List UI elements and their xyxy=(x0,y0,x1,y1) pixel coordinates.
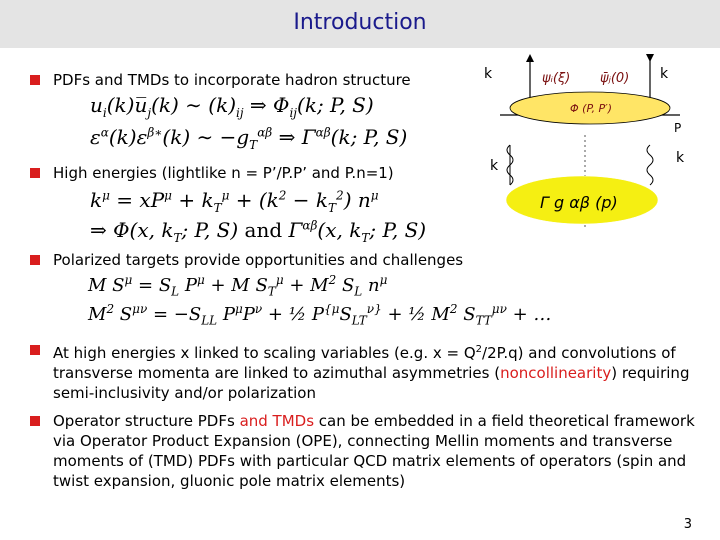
slide-title: Introduction xyxy=(293,10,427,35)
bullet-text xyxy=(53,411,703,491)
highlight-text: noncollinearity xyxy=(500,364,612,382)
bullet-text: Polarized targets provide opportunities and challenges xyxy=(53,251,464,269)
superscript: 2 xyxy=(475,344,483,355)
highlight-text: and TMDs xyxy=(239,412,315,430)
arrow-down-icon xyxy=(646,54,654,62)
bullet-text-part: can be embedded in a field theoretical framework via Operator Product Expansion (OPE), connecting Mellin moments and transverse moments of (TMD) PDFs with particular QCD matrix elements of operators (spin and twist expansion, gluonic pole matrix elements) xyxy=(53,412,695,490)
arrow-up-icon xyxy=(526,54,534,62)
psi-right-label: ψ̄ⱼ(0) xyxy=(600,71,630,86)
formula-spin-vector: M $S^\mu = S_L$ $P^\mu + M$ $S_T^\mu + M^2$ $S_L$ $n^\mu$ xyxy=(88,273,388,299)
p-label: P xyxy=(674,121,682,135)
formula-correlator: $u_i(k)u̅_j(k)$ ∼ $(k)_{ij}$ ⇒ $\Phi_{ij}(k$; P, S) xyxy=(90,93,374,120)
bullet-text-part: At high energies x linked to scaling variables (e.g. x = Q xyxy=(53,344,476,362)
bullet-marker xyxy=(30,255,40,265)
bullet-marker xyxy=(30,75,40,85)
bullet-text: High energies (lightlike n = P’/P.P’ and P.n=1) xyxy=(53,164,394,182)
k-label: k xyxy=(484,66,493,82)
psi-left-label: ψᵢ(ξ) xyxy=(542,71,571,86)
page-number: 3 xyxy=(683,517,692,532)
bullet-text-part: ) requiring semi-inclusivity and/or polarization xyxy=(53,364,690,402)
bullet-text: PDFs and TMDs to incorporate hadron structure xyxy=(53,71,411,89)
gamma-label: Γ g αβ (p) xyxy=(540,193,618,212)
formula-momentum-decomposition: $k^\mu = xP^\mu + k_T^\mu + (k^2 - k_T^2)$ $n^\mu$ xyxy=(90,188,379,215)
k-label: k xyxy=(660,66,669,82)
correlator-diagram xyxy=(470,50,720,240)
bullet-text-part: /2P.q) and convolutions of transverse momenta are linked to azimuthal asymmetries ( xyxy=(53,344,676,382)
bullet-marker xyxy=(30,345,40,355)
formula-gluon-correlator: $\varepsilon^\alpha(k)\varepsilon^{\beta∗}(k)$ ∼ $-g_T^{\alpha\beta}$ ⇒ $\Gamma^{\alpha\beta}(k$; P, S) xyxy=(90,125,408,152)
gluon-curl-right xyxy=(647,145,653,185)
k-label: k xyxy=(490,158,499,174)
phi-label: Φ (P, P′) xyxy=(570,102,612,115)
formula-collinear-correlators: ⇒ Φ(x, $k_T$; P, S) and $\Gamma^{\alpha\beta}(x$, $k_T$; P, S) xyxy=(90,218,427,245)
k-label: k xyxy=(676,150,685,166)
bullet-text-part: Operator structure PDFs xyxy=(53,412,240,430)
bullet-marker xyxy=(30,416,40,426)
formula-spin-tensor: $M^2$ $S^{\mu\nu} = -S_{LL}$ $P^\mu P^\nu$ + ½ $P^{\{\mu}S_{LT}^{\nu\}}$ + ½ $M^2$ $S_{TT}^{\mu\nu}$ + … xyxy=(88,302,552,328)
bullet-marker xyxy=(30,168,40,178)
bullet-text xyxy=(53,340,703,403)
